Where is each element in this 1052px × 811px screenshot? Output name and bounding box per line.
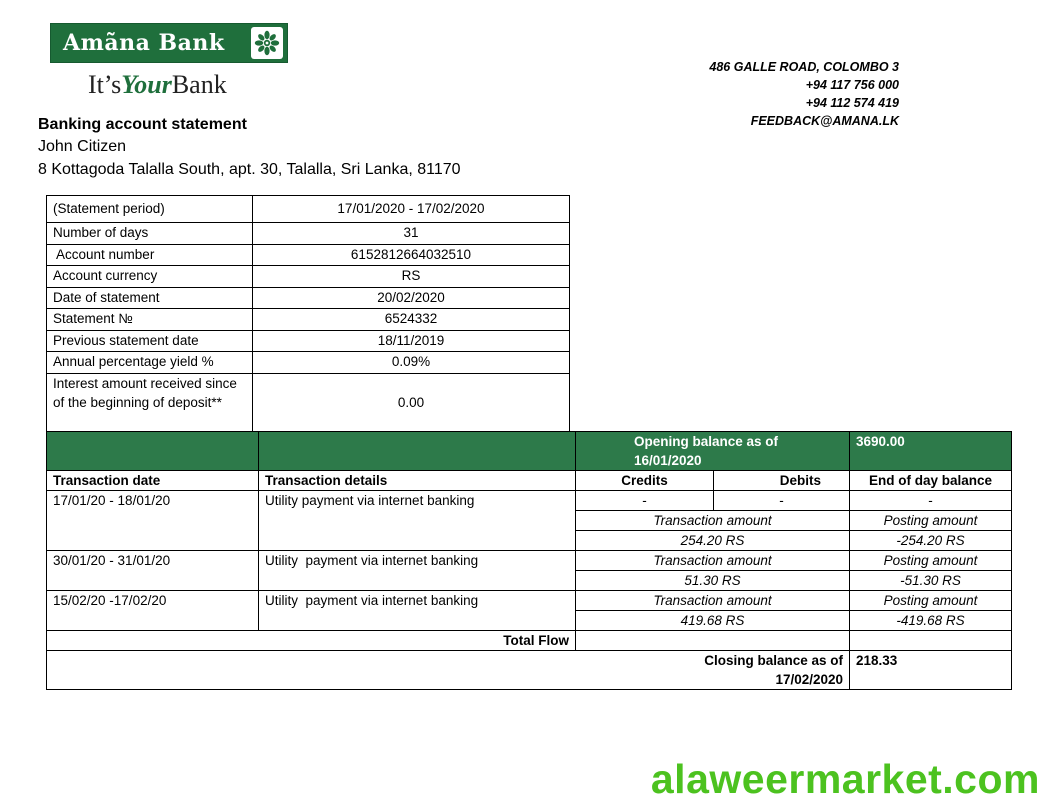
opening-balance-value: 3690.00 bbox=[850, 432, 1012, 471]
transaction-date: 30/01/20 - 31/01/20 bbox=[47, 551, 259, 591]
posting-amount-label: Posting amount bbox=[850, 551, 1012, 571]
posting-amount: -419.68 RS bbox=[850, 611, 1012, 631]
flower-emblem-icon bbox=[251, 27, 283, 59]
info-value: 18/11/2019 bbox=[253, 330, 570, 352]
info-row bbox=[47, 309, 570, 331]
info-row bbox=[47, 287, 570, 309]
closing-balance-value: 218.33 bbox=[850, 651, 1012, 690]
info-label: Number of days bbox=[47, 223, 253, 245]
debits-value: - bbox=[714, 491, 850, 511]
posting-amount: -254.20 RS bbox=[850, 531, 1012, 551]
transaction-amount: 419.68 RS bbox=[576, 611, 850, 631]
info-label: Interest amount received since of the beginning of deposit** bbox=[47, 373, 253, 431]
info-row bbox=[47, 196, 570, 223]
total-flow-balance bbox=[850, 631, 1012, 651]
watermark: alaweermarket.com bbox=[650, 756, 1040, 802]
total-flow-value bbox=[576, 631, 850, 651]
info-value: 6152812664032510 bbox=[253, 244, 570, 266]
info-row bbox=[47, 244, 570, 266]
tagline-your: Your bbox=[121, 70, 172, 99]
info-value: 17/01/2020 - 17/02/2020 bbox=[253, 196, 570, 223]
info-value: 0.09% bbox=[253, 352, 570, 374]
holder-address: 8 Kottagoda Talalla South, apt. 30, Talalla, Sri Lanka, 81170 bbox=[38, 161, 461, 178]
info-value: RS bbox=[253, 266, 570, 288]
header-transaction-details: Transaction details bbox=[259, 471, 576, 491]
table-row bbox=[47, 551, 1012, 571]
total-flow-row bbox=[47, 631, 1012, 651]
info-label: Statement № bbox=[47, 309, 253, 331]
bank-phone-1: +94 117 756 000 bbox=[805, 78, 899, 92]
table-row bbox=[47, 591, 1012, 611]
account-info-table bbox=[46, 195, 570, 432]
transaction-details: Utility payment via internet banking bbox=[259, 591, 576, 631]
transaction-amount-label: Transaction amount bbox=[576, 591, 850, 611]
header-transaction-date: Transaction date bbox=[47, 471, 259, 491]
info-label: Account currency bbox=[47, 266, 253, 288]
info-label: Annual percentage yield % bbox=[47, 352, 253, 374]
info-label: (Statement period) bbox=[47, 196, 253, 223]
statement-title: Banking account statement bbox=[38, 116, 247, 133]
info-row bbox=[47, 373, 570, 431]
info-value: 0.00 bbox=[253, 373, 570, 431]
info-row bbox=[47, 223, 570, 245]
eod-value: - bbox=[850, 491, 1012, 511]
bank-contact bbox=[709, 58, 899, 130]
transactions-table bbox=[46, 431, 1012, 690]
info-row bbox=[47, 352, 570, 374]
bank-address: 486 GALLE ROAD, COLOMBO 3 bbox=[709, 60, 899, 74]
bank-tagline bbox=[88, 70, 227, 100]
posting-amount-label: Posting amount bbox=[850, 591, 1012, 611]
transaction-details: Utility payment via internet banking bbox=[259, 551, 576, 591]
info-value: 31 bbox=[253, 223, 570, 245]
header-debits: Debits bbox=[714, 471, 850, 491]
green-spacer bbox=[47, 432, 259, 471]
transaction-amount-label: Transaction amount bbox=[576, 511, 850, 531]
closing-balance-label: Closing balance as of 17/02/2020 bbox=[47, 651, 850, 690]
green-spacer bbox=[259, 432, 576, 471]
bank-name: Amãna Bank bbox=[63, 30, 225, 56]
posting-amount: -51.30 RS bbox=[850, 571, 1012, 591]
opening-balance-row bbox=[47, 432, 1012, 471]
transaction-amount: 51.30 RS bbox=[576, 571, 850, 591]
account-holder: John Citizen bbox=[38, 138, 127, 155]
tagline-post: Bank bbox=[171, 70, 227, 99]
transaction-date: 15/02/20 -17/02/20 bbox=[47, 591, 259, 631]
posting-amount-label: Posting amount bbox=[850, 511, 1012, 531]
closing-balance-row bbox=[47, 651, 1012, 690]
info-row bbox=[47, 266, 570, 288]
info-label: Account number bbox=[47, 244, 253, 266]
total-flow-label: Total Flow bbox=[47, 631, 576, 651]
opening-balance-label: Opening balance as of 16/01/2020 bbox=[576, 432, 850, 471]
bank-email: FEEDBACK@AMANA.LK bbox=[750, 114, 899, 128]
info-value: 20/02/2020 bbox=[253, 287, 570, 309]
column-header-row bbox=[47, 471, 1012, 491]
credits-value: - bbox=[576, 491, 714, 511]
header-end-of-day-balance: End of day balance bbox=[850, 471, 1012, 491]
transaction-details: Utility payment via internet banking bbox=[259, 491, 576, 551]
info-label: Previous statement date bbox=[47, 330, 253, 352]
table-row bbox=[47, 491, 1012, 511]
transaction-date: 17/01/20 - 18/01/20 bbox=[47, 491, 259, 551]
transaction-amount: 254.20 RS bbox=[576, 531, 850, 551]
tagline-pre: It’s bbox=[88, 70, 122, 99]
info-row bbox=[47, 330, 570, 352]
bank-logo bbox=[50, 23, 288, 63]
bank-phone-2: +94 112 574 419 bbox=[805, 96, 899, 110]
info-value: 6524332 bbox=[253, 309, 570, 331]
transaction-amount-label: Transaction amount bbox=[576, 551, 850, 571]
info-label: Date of statement bbox=[47, 287, 253, 309]
header-credits: Credits bbox=[576, 471, 714, 491]
